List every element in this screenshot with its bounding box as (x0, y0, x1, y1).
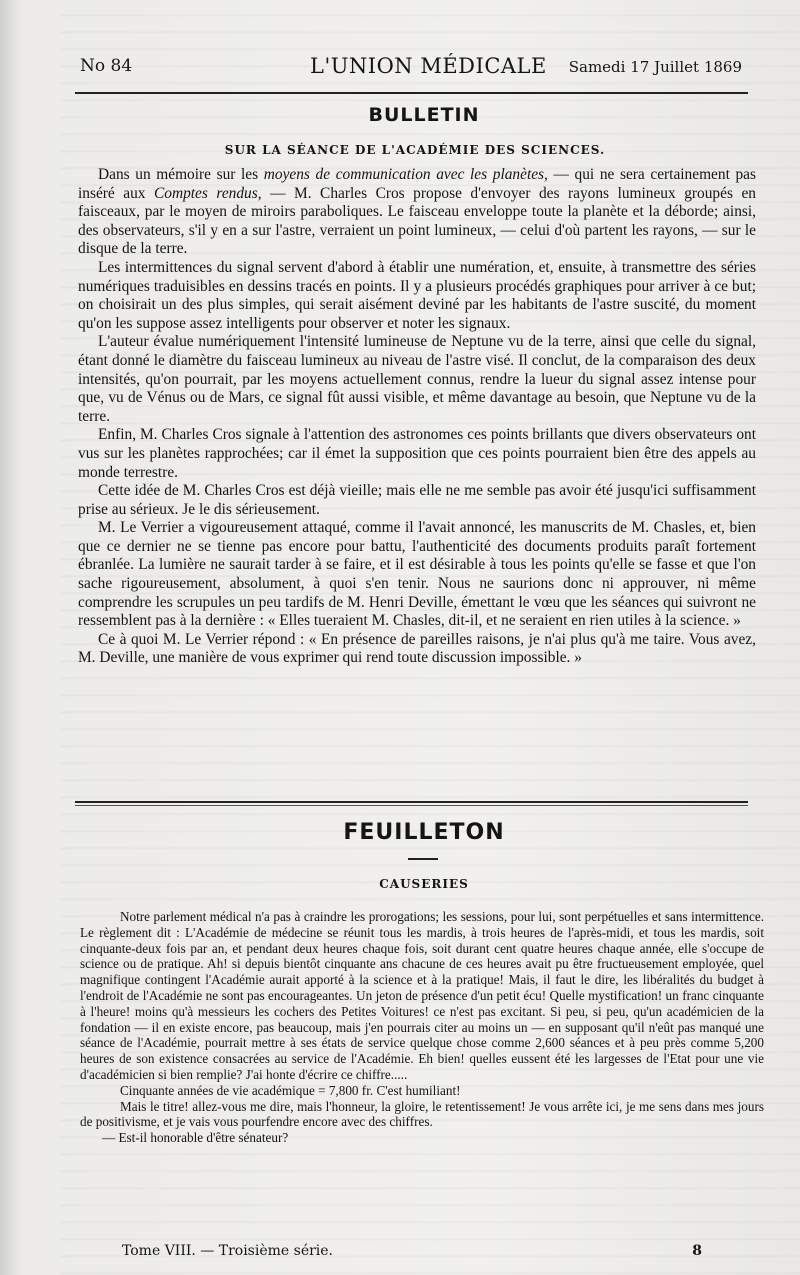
bulletin-title: BULLETIN (368, 104, 480, 126)
feuilleton-title: FEUILLETON (343, 820, 505, 845)
section-divider-thin (75, 805, 748, 806)
feuilleton-paragraph: Mais le titre! allez-vous me dire, mais l'honneur, la gloire, le retentissement! Je vous arrête ici, je me sens dans mes jours de positivisme, et je vais vous pourfendre encore avec des chiffres. (80, 1098, 764, 1130)
bulletin-paragraph: Enfin, M. Charles Cros signale à l'attention des astronomes ces points brillants que divers observateurs ont vus sur les planètes rapprochées; car il émet la supposition que ces points pourraient bien être des appels au monde terrestre. (78, 426, 756, 481)
page-footer (122, 1243, 702, 1263)
bulletin-subtitle: SUR LA SÉANCE DE L'ACADÉMIE DES SCIENCES. (224, 143, 606, 157)
feuilleton-paragraph: Cinquante années de vie académique = 7,800 fr. C'est humiliant! (120, 1082, 461, 1098)
bulletin-paragraph: Cette idée de M. Charles Cros est déjà vieille; mais elle ne me semble pas avoir été jusqu'ici suffisamment prise au sérieux. Je le dis sérieusement. (78, 482, 756, 518)
page-number: 8 (692, 1243, 702, 1259)
section-divider (75, 801, 748, 803)
feuilleton-paragraph: — Est-il honorable d'être sénateur? (102, 1130, 289, 1146)
journal-title: L'UNION MÉDICALE (310, 54, 547, 78)
issue-number: No 84 (80, 56, 133, 76)
issue-date: Samedi 17 Juillet 1869 (568, 58, 742, 76)
page-header (80, 56, 748, 86)
feuilleton-subtitle: CAUSERIES (379, 877, 469, 891)
bulletin-paragraph: Dans un mémoire sur les moyens de communication avec les planètes, — qui ne sera certainement pas inséré aux Comptes rendus, — M. Charles Cros propose d'envoyer des rayons lumineux groupés en faisceaux, par le moyen de miroirs paraboliques. Le faisceau enveloppe toute la planète et la déborde; ainsi, des observateurs, s'il y en a sur l'astre, verraient un point lumineux, — celui d'où partent les rayons, — sur le disque de la terre. (78, 166, 756, 258)
bulletin-paragraph: Les intermittences du signal servent d'abord à établir une numération, et, ensuite, à transmettre des séries numériques traduisibles en dessins tracés en points. Il y a plusieurs procédés graphiques pour arriver à ce but; on choisirait un des plus simples, qui serait aisément deviné par les habitants de l'astre suscité, du moment qu'on les suppose assez intelligents pour observer et noter les signaux. (78, 258, 756, 332)
feuilleton-rule (408, 858, 438, 860)
bulletin-paragraph: Ce à quoi M. Le Verrier répond : « En présence de pareilles raisons, je n'ai plus qu'à me taire. Vous avez, M. Deville, une manière de vous exprimer qui rend toute discussion impossible. » (78, 630, 756, 667)
feuilleton-body (80, 909, 764, 1146)
bulletin-paragraph: L'auteur évalue numériquement l'intensité lumineuse de Neptune vu de la terre, ainsi que celle du signal, étant donné le diamètre du faisceau lumineux au niveau de l'astre visé. Il conclut, de la comparaison des deux intensités, qu'on pourrait, par les moyens actuellement connus, rendre la lueur du signal assez intense pour que, vu de Vénus ou de Mars, ce signal fût aussi visible, et même davantage au besoin, que Neptune vu de la terre. (78, 333, 756, 425)
header-rule (75, 92, 748, 94)
tome-label: Tome VIII. — Troisième série. (122, 1243, 334, 1259)
feuilleton-paragraph: Notre parlement médical n'a pas à craindre les prorogations; les sessions, pour lui, sont perpétuelles et sans intermittence. Le règlement dit : L'Académie de médecine se réunit tous les mardis, à trois heures de l'après-midi, et tous les mardis, soit cinquante-deux fois par an, et pendant deux heures chaque fois, soit durant cent quatre heures chaque année, elle s'occupe de science ou de pratique. Ah! si depuis bientôt cinquante ans chacune de ces heures avait pu être fructueusement employée, quel magnifique contingent l'Académie aurait apporté à la science et à la pratique! Mais, il faut le dire, les libéralités du budget à l'endroit de l'Académie ne sont pas encourageantes. Un jeton de présence d'un petit écu! Quelle mystification! un franc cinquante à l'heure! moins qu'à messieurs les cochers des Petites Voitures! ce n'est pas excitant. Si peu, si peu, qu'un académicien de la fondation — il en existe encore, pas beaucoup, mais j'en pourrais citer au moins un — en supposant qu'il n'eût pas manqué une séance de l'Académie, pourrait mettre à ses états de service quelque chose comme 2,600 séances et à peu près comme 5,200 heures de son existence consacrées au service de l'Académie. Eh bien! quelles eussent été les largesses de l'Etat pour une vie d'académicien si bien remplie? J'ai honte d'écrire ce chiffre..... (80, 909, 764, 1082)
bulletin-paragraph: M. Le Verrier a vigoureusement attaqué, comme il l'avait annoncé, les manuscrits de M. Chasles, et, bien que ce dernier ne se tienne pas encore pour battu, l'authenticité des documents produits paraît fortement ébranlée. La lumière ne saurait tarder à se faire, et il est désirable à tous les points qu'elle se fasse et que l'on sache rigoureusement, absolument, à quoi s'en tenir. Nous ne saurions donc ni approuver, ni même comprendre les scrupules un peu tardifs de M. Henri Deville, émettant le vœu que les séances qui suivront ne ressemblent pas à la dernière : « Elles tueraient M. Chasles, dit-il, et ne seraient en rien utiles à la science. » (78, 519, 756, 630)
bulletin-body (78, 166, 756, 668)
